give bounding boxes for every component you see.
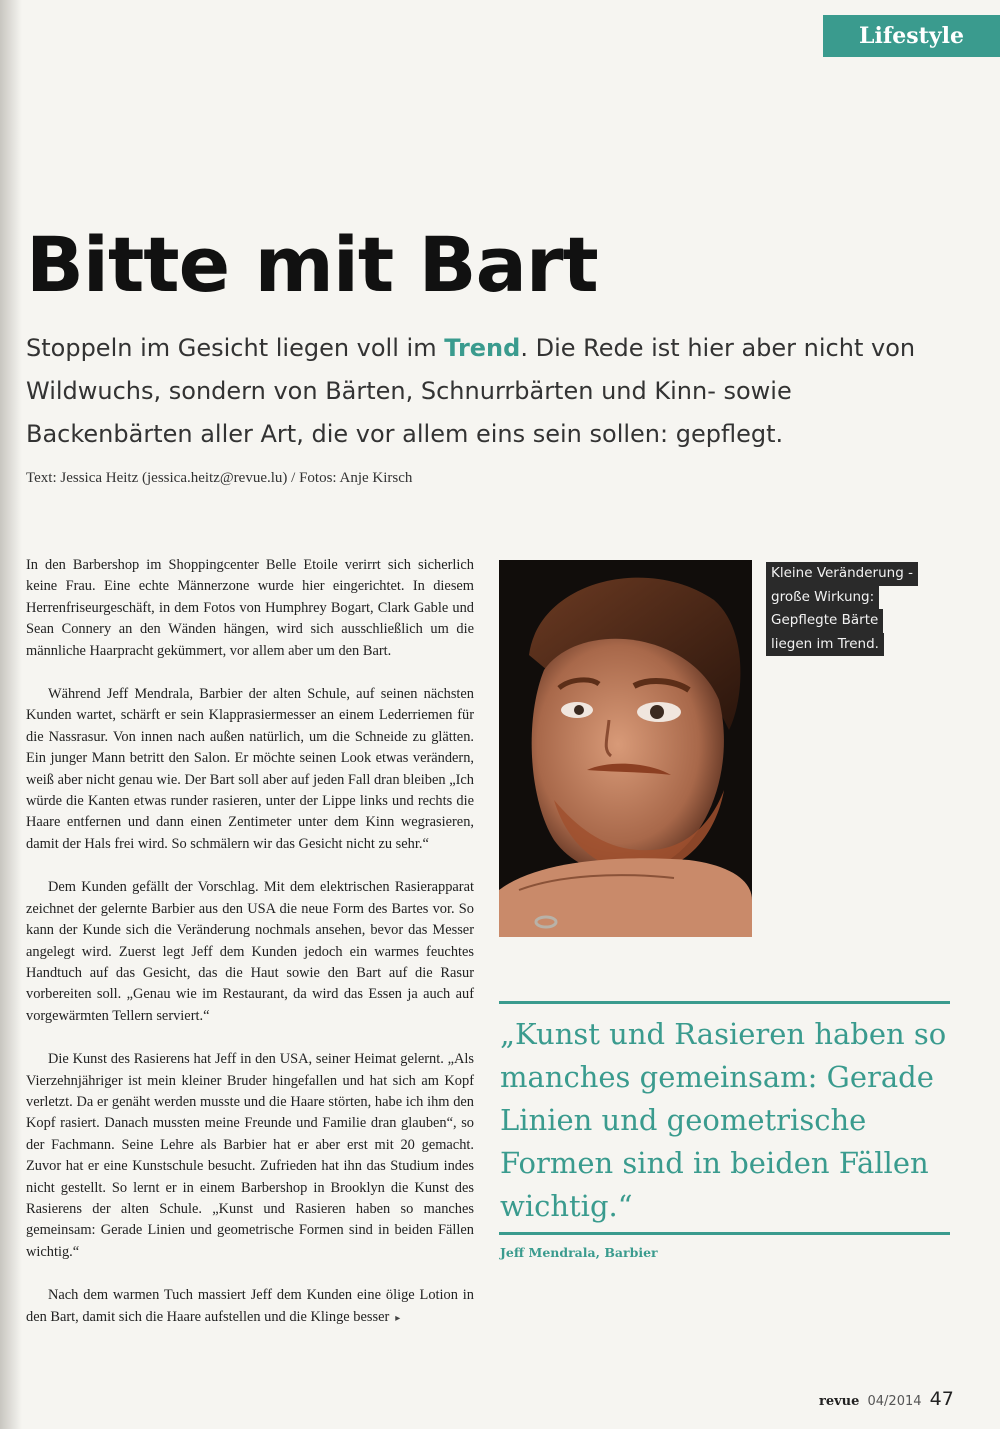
barber-portrait-photo [499, 560, 752, 937]
lead-highlight-trend: Trend [444, 334, 521, 362]
body-paragraph-5 [26, 1285, 474, 1329]
portrait-illustration [499, 560, 752, 937]
right-pupil-shape [650, 705, 664, 719]
lead-text-end: . Die Rede ist hier aber nicht von Wildwuchs, sondern von Bärten, Schnurrbärten und Kinn- sowie Backenbärten aller Art, die vor allem eins sein sollen: gepflegt. [26, 334, 916, 448]
body-paragraph-5-text: Nach dem warmen Tuch massiert Jeff dem Kunden eine ölige Lotion in den Bart, damit sich die Haare aufstellen und die Klinge besser [26, 1287, 474, 1325]
magazine-brand: revue [819, 1394, 860, 1409]
issue-number: 04/2014 [867, 1394, 922, 1409]
pullquote-author: Jeff Mendrala, Barbier [500, 1245, 658, 1260]
pullquote-top-rule [499, 1001, 950, 1004]
body-paragraph-1: In den Barbershop im Shoppingcenter Belle Etoile verirrt sich sicherlich keine Frau. Eine echte Männerzone wurde hier eingerichtet. In diesem Herrenfriseurgeschäft, in dem Fotos von Humphrey Bogart, Clark Gable und Sean Connery an den Wänden hängen, wird sich ausschließlich um die männliche Haarpracht gekümmert, vor allem aber um den Bart. [26, 557, 474, 659]
section-tag: Lifestyle [823, 15, 1000, 57]
page-gutter-shadow [0, 0, 22, 1429]
body-paragraph-3: Dem Kunden gefällt der Vorschlag. Mit dem elektrischen Rasierapparat zeichnet der gelernte Barbier aus den USA die neue Form des Bartes vor. So kann der Kunde sich die Veränderung nochmals ansehen, bevor das Messer angelegt wird. Zuerst legt Jeff dem Kunden jedoch ein warmes feuchtes Handtuch auf das Gesicht, das die Haut sowie den Bart auf die Rasur vorbereiten soll. „Genau wie im Restaurant, da wird das Essen ja auch auf vorgewärmten Tellern serviert.“ [26, 879, 474, 1024]
caption-line-4: liegen im Trend. [766, 633, 884, 657]
body-paragraph-4: Die Kunst des Rasierens hat Jeff in den USA, seiner Heimat gelernt. „Als Vierzehnjähriger ist mein kleiner Bruder hingefallen und hat sich am Kopf verletzt. Da er genäht werden musste und die Haare störten, habe ich ihm den Kopf rasiert. Danach mussten meine Freunde und Familie dran glauben“, so der Fachmann. Seine Lehre als Barbier hat er aber erst mit 20 gemacht. Zuvor hat er eine Kunstschule besucht. Zufrieden hat ihn das Studium indes nicht gestellt. So lernt er in einem Barbershop in Brooklyn die Kunst des Rasierens der alten Schule. „Kunst und Rasieren haben so manches gemeinsam: Gerade Linien und geometrische Formen sind in beiden Fällen wichtig.“ [26, 1051, 474, 1260]
caption-line-3: Gepflegte Bärte [766, 609, 883, 633]
pullquote-bottom-rule [499, 1232, 950, 1235]
body-paragraph-2: Während Jeff Mendrala, Barbier der alten Schule, auf seinen nächsten Kunden wartet, schärft er sein Klapprasiermesser an einem Lederriemen für die Nassrasur. Von innen nach außen natürlich, um die Schneide zu glätten. Ein junger Mann betritt den Salon. Er möchte seinen Look etwas verändern, weiß aber nicht genau wie. Der Bart soll aber auf jeden Fall dran bleiben „Ich würde die Kanten etwas runder rasieren, unter der Lippe links und rechts die Haare entfernen und dann einen Zentimeter unter dem Kinn wegrasieren, damit der Hals frei wird. So schmälern wir das Gesicht nicht zu sehr.“ [26, 686, 474, 852]
article-body [26, 555, 474, 1351]
left-pupil-shape [574, 705, 584, 715]
article-headline: Bitte mit Bart [26, 220, 598, 309]
caption-line-1: Kleine Veränderung - [766, 562, 918, 586]
caption-line-2: große Wirkung: [766, 586, 879, 610]
author-credits: Text: Jessica Heitz (jessica.heitz@revue.lu) / Fotos: Anje Kirsch [26, 470, 413, 486]
pullquote-text: „Kunst und Rasieren haben so manches gemeinsam: Gerade Linien und geometrische Formen sind in beiden Fällen wichtig.“ [500, 1017, 947, 1223]
page-number: 47 [929, 1388, 954, 1410]
photo-caption [766, 562, 956, 656]
lead-text-start: Stoppeln im Gesicht liegen voll im [26, 334, 445, 362]
page-footer [819, 1388, 954, 1410]
continue-arrow-icon: ▸ [395, 1312, 401, 1324]
article-lead [26, 327, 926, 456]
